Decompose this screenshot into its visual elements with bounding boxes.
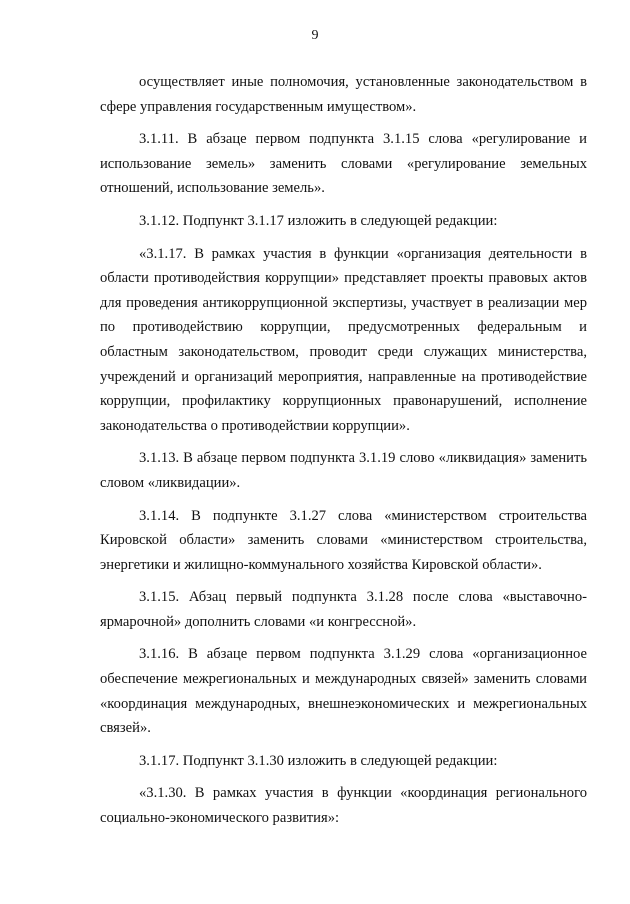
paragraph-quote-3-1-17: «3.1.17. В рамках участия в функции «организация деятельности в области противодействия коррупции» представляет проекты правовых актов для проведения антикоррупционной экспертизы, участвует в реализации мер по противодействию коррупции, предусмотренных федеральным и областным законодательством, проводит среди служащих министерства, учреждений и организаций мероприятия, направленные на противодействие коррупции, профилактику коррупционных правонарушений, исполнение законодательства о противодействии коррупции». [100,245,587,434]
paragraph-3-1-13: 3.1.13. В абзаце первом подпункта 3.1.19 слово «ликвидация» заменить словом «ликвидации». [100,450,587,491]
paragraph-3-1-14: 3.1.14. В подпункте 3.1.27 слова «министерством строительства Кировской области» заменить словами «министерством строительства, энергетики и жилищно-коммунального хозяйства Кировской области». [100,507,587,573]
paragraph-3-1-16: 3.1.16. В абзаце первом подпункта 3.1.29 слова «организационное обеспечение межрегиональных и международных связей» заменить словами «координация международных, внешнеэкономических и межрегиональных связей». [100,646,587,737]
paragraph-3-1-15: 3.1.15. Абзац первый подпункта 3.1.28 после слова «выставочно-ярмарочной» дополнить словами «и конгрессной». [100,589,587,630]
page-number: 9 [311,28,319,43]
paragraph-3-1-11: 3.1.11. В абзаце первом подпункта 3.1.15 слова «регулирование и использование земель» заменить словами «регулирование земельных отношений, использование земель». [100,131,587,197]
paragraph-quote-3-1-30: «3.1.30. В рамках участия в функции «координация регионального социально-экономического развития»: [100,785,587,827]
paragraph-3-1-17: 3.1.17. Подпункт 3.1.30 изложить в следующей редакции: [139,752,498,769]
paragraph-3-1-12: 3.1.12. Подпункт 3.1.17 изложить в следующей редакции: [139,212,498,229]
paragraph-continuation: осуществляет иные полномочия, установленные законодательством в сфере управления государственным имуществом». [100,74,587,115]
document-body [100,70,587,839]
